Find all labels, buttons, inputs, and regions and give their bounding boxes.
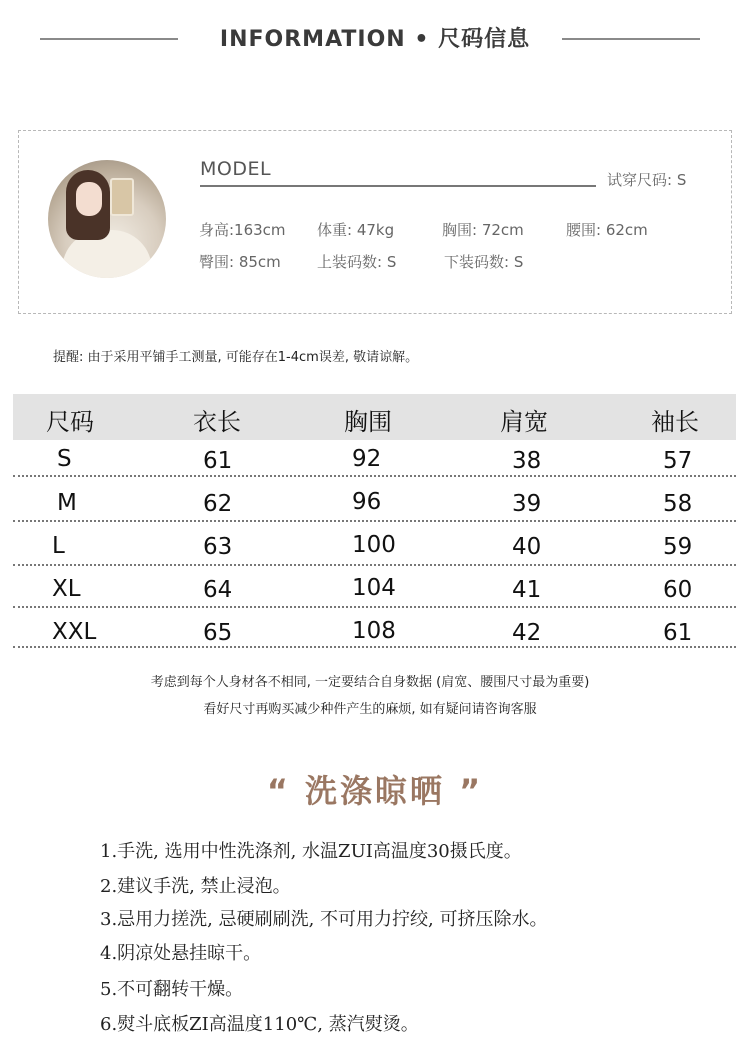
wash-care-title: “ 洗涤晾晒 ”: [266, 772, 484, 810]
stat-waist: 腰围: 62cm: [566, 221, 648, 239]
table-cell: M: [57, 490, 77, 516]
table-cell: 96: [352, 489, 382, 515]
wash-care-item: 5.不可翻转干燥。: [100, 979, 244, 1000]
page-title: INFORMATION • 尺码信息: [219, 27, 531, 52]
col-header-size: 尺码: [46, 408, 94, 436]
stat-weight: 体重: 47kg: [317, 221, 395, 239]
model-avatar: [48, 160, 166, 278]
col-header-sleeve: 袖长: [651, 408, 699, 436]
col-header-length: 衣长: [193, 408, 241, 436]
size-note-line-1: 考虑到每个人身材各不相同, 一定要结合自身数据 (肩宽、腰围尺寸最为重要): [150, 675, 590, 690]
row-divider: [13, 564, 736, 566]
wash-care-item: 6.熨斗底板ZI高温度110℃, 蒸汽熨烫。: [100, 1014, 419, 1035]
table-cell: 61: [203, 448, 233, 474]
table-cell: 38: [512, 448, 542, 474]
table-cell: 92: [352, 446, 382, 472]
table-cell: 61: [663, 620, 693, 646]
stat-hip: 臀围: 85cm: [199, 253, 281, 271]
table-cell: 59: [663, 534, 693, 560]
stat-height: 身高:163cm: [199, 221, 286, 239]
row-divider: [13, 646, 736, 648]
header-rule-right: [562, 38, 700, 40]
size-note-line-2: 看好尺寸再购买减少种件产生的麻烦, 如有疑问请咨询客服: [203, 702, 537, 717]
table-cell: 39: [512, 491, 542, 517]
wash-care-item: 2.建议手洗, 禁止浸泡。: [100, 876, 291, 897]
table-cell: 100: [352, 532, 396, 558]
stat-bust: 胸围: 72cm: [442, 221, 524, 239]
model-divider: [200, 185, 596, 187]
table-cell: 42: [512, 620, 542, 646]
table-cell: 58: [663, 491, 693, 517]
wash-care-item: 1.手洗, 选用中性洗涤剂, 水温ZUI高温度30摄氏度。: [100, 841, 522, 862]
table-cell: 57: [663, 448, 693, 474]
table-cell: 41: [512, 577, 542, 603]
stat-bottom-size: 下装码数: S: [444, 253, 524, 271]
table-cell: 64: [203, 577, 233, 603]
table-cell: 62: [203, 491, 233, 517]
row-divider: [13, 606, 736, 608]
table-cell: 63: [203, 534, 233, 560]
table-cell: L: [52, 533, 65, 559]
model-label: MODEL: [200, 158, 272, 180]
trial-size: 试穿尺码: S: [607, 171, 687, 189]
measurement-tip: 提醒: 由于采用平铺手工测量, 可能存在1-4cm误差, 敬请谅解。: [53, 350, 419, 365]
wash-care-item: 4.阴凉处悬挂晾干。: [100, 943, 262, 964]
table-cell: XXL: [52, 619, 97, 645]
table-cell: 108: [352, 618, 396, 644]
table-cell: S: [57, 446, 72, 472]
table-cell: 60: [663, 577, 693, 603]
table-cell: 104: [352, 575, 396, 601]
row-divider: [13, 475, 736, 477]
table-cell: 65: [203, 620, 233, 646]
table-cell: 40: [512, 534, 542, 560]
stat-top-size: 上装码数: S: [317, 253, 397, 271]
col-header-shoulder: 肩宽: [500, 408, 548, 436]
wash-care-item: 3.忌用力搓洗, 忌硬刷刷洗, 不可用力拧绞, 可挤压除水。: [100, 909, 548, 930]
row-divider: [13, 520, 736, 522]
col-header-bust: 胸围: [344, 408, 392, 436]
table-cell: XL: [52, 576, 81, 602]
